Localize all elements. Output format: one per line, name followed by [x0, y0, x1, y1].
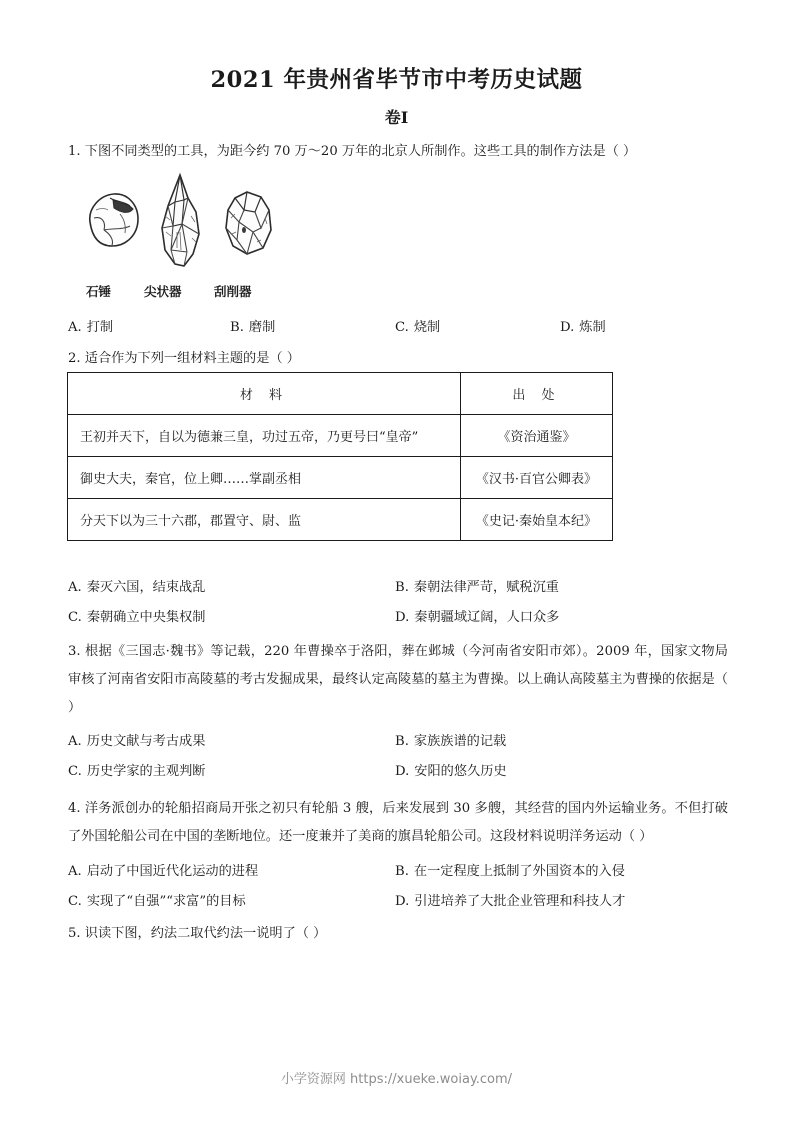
option-letter: B. — [395, 864, 409, 879]
figure-label-0: 石锤 — [86, 284, 112, 299]
question-2-stem — [68, 345, 728, 373]
option-text: 秦朝确立中央集权制 — [86, 610, 206, 625]
question-4-options — [68, 857, 728, 917]
table-cell-source: 《汉书·百官公卿表》 — [461, 457, 613, 499]
option-1-a[interactable] — [68, 313, 113, 343]
figure-label-1: 尖状器 — [144, 284, 182, 299]
figure-labels — [68, 282, 298, 302]
option-2-c[interactable] — [68, 603, 206, 633]
table-cell-source: 《史记·秦始皇本纪》 — [461, 499, 613, 541]
pointed-tool-icon — [151, 172, 209, 272]
option-letter: D. — [395, 610, 410, 625]
question-2-options — [68, 573, 728, 633]
option-1-c[interactable] — [395, 313, 440, 343]
option-4-a[interactable] — [68, 857, 258, 887]
option-4-c[interactable] — [68, 887, 246, 917]
question-5-stem — [68, 920, 728, 948]
option-letter: C. — [68, 610, 82, 625]
stone-hammer-icon — [80, 186, 144, 260]
option-text: 秦朝疆域辽阔，人口众多 — [414, 610, 560, 625]
option-1-d[interactable] — [560, 313, 606, 343]
option-text: 历史文献与考古成果 — [86, 734, 206, 749]
options-row — [68, 727, 728, 757]
option-2-a[interactable] — [68, 573, 205, 603]
table-row — [68, 415, 613, 457]
option-letter: C. — [68, 764, 82, 779]
question-1-text: 1. 下图不同类型的工具，为距今约 70 万～20 万年的北京人所制作。这些工具的制作方法是（ ） — [68, 144, 637, 159]
footer-watermark: 小学资源网 https://xueke.woiay.com/ — [280, 1072, 513, 1087]
question-1-options — [68, 313, 728, 343]
question-2-text: 2. 适合作为下列一组材料主题的是（ ） — [68, 351, 300, 366]
material-table — [67, 372, 613, 541]
table-row — [68, 499, 613, 541]
option-1-b[interactable] — [230, 313, 275, 343]
scraper-icon — [217, 188, 281, 264]
option-text: 秦灭六国，结束战乱 — [86, 580, 206, 595]
page-title: 2021 年贵州省毕节市中考历史试题 — [210, 67, 583, 93]
option-letter: A. — [68, 580, 82, 595]
option-letter: D. — [560, 320, 575, 335]
question-4-text: 4. 洋务派创办的轮船招商局开张之初只有轮船 3 艘，后来发展到 30 多艘，其经营的国内外运输业务。不但打破了外国轮船公司在中国的垄断地位。还一度兼并了美商的旗昌轮船公司。这段材料说明洋务运动（ ） — [68, 801, 728, 844]
options-row — [68, 573, 728, 603]
option-2-b[interactable] — [395, 573, 559, 603]
table-header-row — [68, 373, 613, 415]
options-row — [68, 857, 728, 887]
option-3-d[interactable] — [395, 757, 507, 787]
option-3-a[interactable] — [68, 727, 205, 757]
table-header-source: 出 处 — [461, 373, 613, 415]
option-text: 实现了“自强”“求富”的目标 — [86, 894, 246, 909]
question-5-text: 5. 识读下图，约法二取代约法一说明了（ ） — [68, 926, 327, 941]
table-cell-material: 王初并天下，自以为德兼三皇，功过五帝，乃更号曰“皇帝” — [68, 415, 461, 457]
option-text: 在一定程度上抵制了外国资本的入侵 — [413, 864, 625, 879]
option-text: 打制 — [86, 320, 114, 335]
option-4-d[interactable] — [395, 887, 625, 917]
option-text: 历史学家的主观判断 — [86, 764, 206, 779]
option-letter: A. — [68, 864, 82, 879]
option-text: 启动了中国近代化运动的进程 — [86, 864, 259, 879]
option-letter: A. — [68, 734, 82, 749]
option-text: 烧制 — [413, 320, 441, 335]
option-text: 磨制 — [248, 320, 276, 335]
option-letter: D. — [395, 894, 410, 909]
options-row — [68, 887, 728, 917]
option-text: 秦朝法律严苛，赋税沉重 — [413, 580, 559, 595]
option-letter: A. — [68, 320, 82, 335]
table-cell-material: 分天下以为三十六郡，郡置守、尉、监 — [68, 499, 461, 541]
table-header-material: 材 料 — [68, 373, 461, 415]
table-cell-source: 《资治通鉴》 — [461, 415, 613, 457]
table-cell-material: 御史大夫，秦官，位上卿……掌副丞相 — [68, 457, 461, 499]
option-letter: B. — [395, 580, 409, 595]
option-4-b[interactable] — [395, 857, 625, 887]
options-row — [68, 313, 728, 343]
option-text: 安阳的悠久历史 — [414, 764, 507, 779]
figure-label-2: 刮削器 — [214, 284, 252, 299]
option-text: 引进培养了大批企业管理和科技人才 — [414, 894, 626, 909]
table-row — [68, 457, 613, 499]
question-3-stem — [68, 638, 728, 722]
question-4-stem — [68, 795, 728, 851]
option-letter: D. — [395, 764, 410, 779]
option-text: 家族族谱的记载 — [413, 734, 507, 749]
option-letter: C. — [68, 894, 82, 909]
option-3-c[interactable] — [68, 757, 206, 787]
option-3-b[interactable] — [395, 727, 506, 757]
page-subtitle: 卷Ⅰ — [384, 108, 409, 127]
option-2-d[interactable] — [395, 603, 559, 633]
option-letter: C. — [395, 320, 409, 335]
options-row — [68, 757, 728, 787]
question-3-text: 3. 根据《三国志·魏书》等记载，220 年曹操卒于洛阳，葬在邺城（今河南省安阳市郊）。2009 年，国家文物局审核了河南省安阳市高陵墓的考古发掘成果，最终认定高陵墓的墓主为曹操。以上确认高陵墓主为曹操的依据是（ ） — [68, 644, 728, 715]
option-text: 炼制 — [579, 320, 606, 335]
options-row — [68, 603, 728, 633]
question-1-stem — [68, 138, 728, 166]
option-letter: B. — [395, 734, 409, 749]
option-letter: B. — [230, 320, 244, 335]
question-1-figure — [68, 172, 298, 307]
question-3-options — [68, 727, 728, 787]
